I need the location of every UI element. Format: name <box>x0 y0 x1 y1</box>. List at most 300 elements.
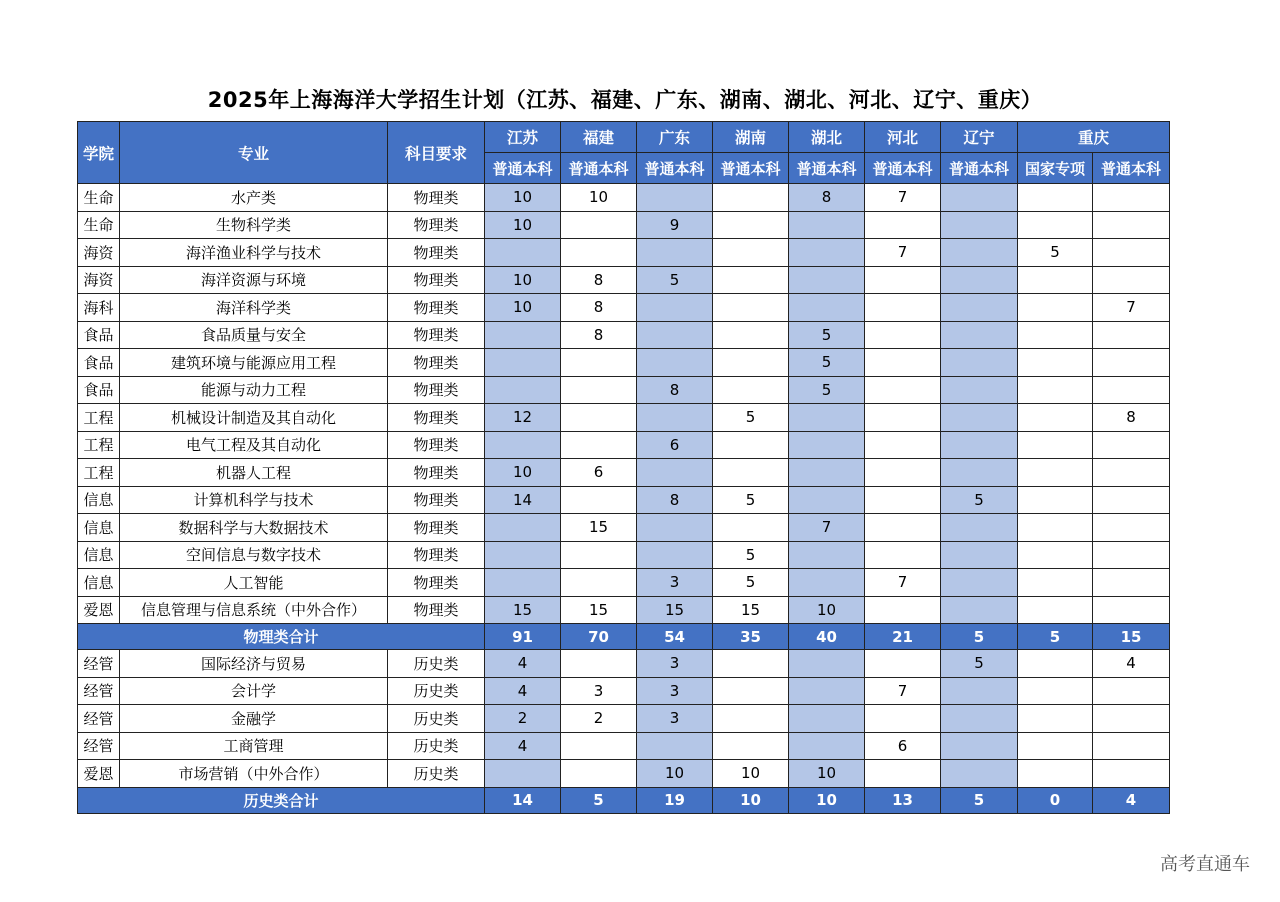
major-cell: 海洋渔业科学与技术 <box>120 239 388 267</box>
quota-cell <box>1093 596 1170 624</box>
quota-cell <box>1093 760 1170 788</box>
enrollment-plan-table <box>77 121 1170 814</box>
quota-cell: 8 <box>561 266 637 294</box>
subject-req-cell: 物理类 <box>388 184 485 212</box>
quota-cell <box>941 760 1018 788</box>
college-cell: 海资 <box>78 266 120 294</box>
quota-cell <box>485 349 561 377</box>
header-type: 普通本科 <box>637 153 713 184</box>
quota-cell <box>865 459 941 487</box>
quota-cell <box>561 569 637 597</box>
quota-cell: 4 <box>485 650 561 678</box>
quota-cell <box>561 732 637 760</box>
table-row <box>78 760 1170 788</box>
college-cell: 食品 <box>78 321 120 349</box>
subject-req-cell: 物理类 <box>388 459 485 487</box>
quota-cell <box>1093 459 1170 487</box>
subject-req-cell: 物理类 <box>388 239 485 267</box>
quota-cell: 7 <box>865 184 941 212</box>
quota-cell: 6 <box>561 459 637 487</box>
table-row <box>78 705 1170 733</box>
major-cell: 海洋科学类 <box>120 294 388 322</box>
header-type: 普通本科 <box>561 153 637 184</box>
quota-cell <box>1018 650 1093 678</box>
quota-cell <box>637 184 713 212</box>
quota-cell: 8 <box>789 184 865 212</box>
major-cell: 海洋资源与环境 <box>120 266 388 294</box>
college-cell: 经管 <box>78 705 120 733</box>
quota-cell: 10 <box>637 760 713 788</box>
quota-cell <box>713 732 789 760</box>
quota-cell <box>1093 239 1170 267</box>
quota-cell <box>485 541 561 569</box>
total-row <box>78 624 1170 650</box>
quota-cell <box>713 514 789 542</box>
total-cell: 14 <box>485 787 561 813</box>
subject-req-cell: 物理类 <box>388 376 485 404</box>
quota-cell <box>941 569 1018 597</box>
quota-cell <box>941 376 1018 404</box>
quota-cell <box>941 349 1018 377</box>
quota-cell: 8 <box>1093 404 1170 432</box>
quota-cell: 3 <box>561 677 637 705</box>
quota-cell <box>941 321 1018 349</box>
quota-cell <box>865 349 941 377</box>
quota-cell <box>1018 677 1093 705</box>
quota-cell <box>941 541 1018 569</box>
quota-cell <box>561 239 637 267</box>
quota-cell <box>1018 184 1093 212</box>
quota-cell <box>1018 266 1093 294</box>
quota-cell: 3 <box>637 705 713 733</box>
table-row <box>78 211 1170 239</box>
total-cell: 70 <box>561 624 637 650</box>
quota-cell <box>561 211 637 239</box>
total-cell: 15 <box>1093 624 1170 650</box>
header-type: 普通本科 <box>485 153 561 184</box>
quota-cell: 8 <box>637 486 713 514</box>
quota-cell <box>485 321 561 349</box>
quota-cell <box>637 239 713 267</box>
quota-cell: 8 <box>637 376 713 404</box>
quota-cell <box>1093 732 1170 760</box>
college-cell: 信息 <box>78 514 120 542</box>
quota-cell <box>865 486 941 514</box>
quota-cell: 15 <box>485 596 561 624</box>
table-row <box>78 569 1170 597</box>
quota-cell: 4 <box>1093 650 1170 678</box>
quota-cell <box>941 266 1018 294</box>
table-body <box>78 184 1170 814</box>
major-cell: 机械设计制造及其自动化 <box>120 404 388 432</box>
quota-cell <box>941 239 1018 267</box>
quota-cell: 5 <box>941 486 1018 514</box>
header-province: 湖南 <box>713 122 789 153</box>
quota-cell <box>713 184 789 212</box>
header-type: 普通本科 <box>865 153 941 184</box>
total-row <box>78 787 1170 813</box>
quota-cell: 5 <box>713 569 789 597</box>
college-cell: 经管 <box>78 650 120 678</box>
quota-cell <box>865 266 941 294</box>
table-row <box>78 321 1170 349</box>
quota-cell <box>637 514 713 542</box>
table-row <box>78 404 1170 432</box>
quota-cell <box>1018 459 1093 487</box>
quota-cell: 3 <box>637 569 713 597</box>
quota-cell <box>1018 596 1093 624</box>
total-cell: 54 <box>637 624 713 650</box>
quota-cell: 10 <box>485 184 561 212</box>
table-row <box>78 596 1170 624</box>
header-province: 江苏 <box>485 122 561 153</box>
quota-cell <box>561 486 637 514</box>
total-cell: 5 <box>1018 624 1093 650</box>
quota-cell <box>485 514 561 542</box>
subject-req-cell: 物理类 <box>388 211 485 239</box>
major-cell: 会计学 <box>120 677 388 705</box>
college-cell: 经管 <box>78 677 120 705</box>
total-cell: 21 <box>865 624 941 650</box>
page-title: 2025年上海海洋大学招生计划（江苏、福建、广东、湖南、湖北、河北、辽宁、重庆） <box>207 88 1043 112</box>
quota-cell <box>561 760 637 788</box>
quota-cell: 6 <box>865 732 941 760</box>
quota-cell <box>1018 294 1093 322</box>
subject-req-cell: 历史类 <box>388 677 485 705</box>
quota-cell <box>865 431 941 459</box>
table-row <box>78 650 1170 678</box>
quota-cell: 3 <box>637 650 713 678</box>
quota-cell <box>1018 732 1093 760</box>
subject-req-cell: 历史类 <box>388 732 485 760</box>
quota-cell <box>1093 569 1170 597</box>
watermark: 高考直通车 <box>1160 854 1250 875</box>
quota-cell <box>637 294 713 322</box>
quota-cell <box>1093 431 1170 459</box>
quota-cell <box>865 294 941 322</box>
quota-cell <box>789 404 865 432</box>
college-cell: 食品 <box>78 376 120 404</box>
table-row <box>78 677 1170 705</box>
quota-cell <box>1018 705 1093 733</box>
quota-cell <box>941 514 1018 542</box>
quota-cell <box>865 760 941 788</box>
college-cell: 工程 <box>78 459 120 487</box>
subject-req-cell: 历史类 <box>388 760 485 788</box>
quota-cell <box>1018 760 1093 788</box>
total-cell: 4 <box>1093 787 1170 813</box>
total-cell: 10 <box>713 787 789 813</box>
header-province: 辽宁 <box>941 122 1018 153</box>
table-row <box>78 239 1170 267</box>
total-cell: 19 <box>637 787 713 813</box>
quota-cell <box>713 321 789 349</box>
quota-cell <box>1093 211 1170 239</box>
quota-cell: 7 <box>865 569 941 597</box>
total-cell: 13 <box>865 787 941 813</box>
subject-req-cell: 物理类 <box>388 431 485 459</box>
major-cell: 工商管理 <box>120 732 388 760</box>
quota-cell <box>1093 486 1170 514</box>
quota-cell <box>865 596 941 624</box>
subject-req-cell: 历史类 <box>388 650 485 678</box>
quota-cell <box>561 376 637 404</box>
quota-cell <box>1093 184 1170 212</box>
quota-cell <box>941 404 1018 432</box>
quota-cell: 10 <box>485 211 561 239</box>
major-cell: 市场营销（中外合作） <box>120 760 388 788</box>
college-cell: 生命 <box>78 184 120 212</box>
quota-cell: 5 <box>941 650 1018 678</box>
header-type: 普通本科 <box>1093 153 1170 184</box>
header-province: 重庆 <box>1018 122 1170 153</box>
subject-req-cell: 历史类 <box>388 705 485 733</box>
quota-cell: 5 <box>789 321 865 349</box>
quota-cell <box>789 294 865 322</box>
total-cell: 5 <box>561 787 637 813</box>
total-cell: 40 <box>789 624 865 650</box>
quota-cell: 2 <box>485 705 561 733</box>
table-row <box>78 184 1170 212</box>
quota-cell <box>1093 677 1170 705</box>
quota-cell: 3 <box>637 677 713 705</box>
major-cell: 水产类 <box>120 184 388 212</box>
college-cell: 工程 <box>78 431 120 459</box>
quota-cell: 10 <box>485 459 561 487</box>
quota-cell: 10 <box>713 760 789 788</box>
quota-cell: 10 <box>789 596 865 624</box>
quota-cell <box>865 541 941 569</box>
total-cell: 10 <box>789 787 865 813</box>
quota-cell <box>789 459 865 487</box>
quota-cell <box>789 650 865 678</box>
header-college: 学院 <box>78 122 120 184</box>
quota-cell: 8 <box>561 321 637 349</box>
quota-cell: 5 <box>789 376 865 404</box>
quota-cell <box>1093 376 1170 404</box>
quota-cell <box>865 404 941 432</box>
quota-cell <box>1018 569 1093 597</box>
total-label: 历史类合计 <box>78 787 485 813</box>
header-major: 专业 <box>120 122 388 184</box>
college-cell: 信息 <box>78 486 120 514</box>
major-cell: 能源与动力工程 <box>120 376 388 404</box>
major-cell: 食品质量与安全 <box>120 321 388 349</box>
major-cell: 电气工程及其自动化 <box>120 431 388 459</box>
quota-cell: 10 <box>561 184 637 212</box>
table-row <box>78 459 1170 487</box>
quota-cell <box>713 239 789 267</box>
major-cell: 信息管理与信息系统（中外合作） <box>120 596 388 624</box>
total-cell: 5 <box>941 787 1018 813</box>
major-cell: 金融学 <box>120 705 388 733</box>
quota-cell <box>1093 514 1170 542</box>
quota-cell <box>713 211 789 239</box>
quota-cell <box>789 732 865 760</box>
quota-cell <box>789 486 865 514</box>
quota-cell <box>1018 486 1093 514</box>
table-row <box>78 541 1170 569</box>
quota-cell: 6 <box>637 431 713 459</box>
major-cell: 空间信息与数字技术 <box>120 541 388 569</box>
quota-cell <box>789 569 865 597</box>
major-cell: 人工智能 <box>120 569 388 597</box>
quota-cell: 5 <box>713 486 789 514</box>
subject-req-cell: 物理类 <box>388 514 485 542</box>
header-type: 普通本科 <box>941 153 1018 184</box>
total-cell: 5 <box>941 624 1018 650</box>
major-cell: 计算机科学与技术 <box>120 486 388 514</box>
quota-cell <box>1018 541 1093 569</box>
quota-cell <box>1018 514 1093 542</box>
college-cell: 食品 <box>78 349 120 377</box>
quota-cell <box>561 650 637 678</box>
college-cell: 爱恩 <box>78 760 120 788</box>
subject-req-cell: 物理类 <box>388 569 485 597</box>
total-cell: 35 <box>713 624 789 650</box>
quota-cell <box>713 459 789 487</box>
table-row <box>78 732 1170 760</box>
quota-cell <box>941 294 1018 322</box>
quota-cell <box>1018 376 1093 404</box>
quota-cell: 15 <box>561 514 637 542</box>
college-cell: 信息 <box>78 541 120 569</box>
quota-cell <box>713 294 789 322</box>
total-cell: 0 <box>1018 787 1093 813</box>
quota-cell: 8 <box>561 294 637 322</box>
quota-cell <box>789 211 865 239</box>
quota-cell <box>1093 541 1170 569</box>
quota-cell: 5 <box>713 404 789 432</box>
major-cell: 建筑环境与能源应用工程 <box>120 349 388 377</box>
header-province: 河北 <box>865 122 941 153</box>
quota-cell <box>941 459 1018 487</box>
subject-req-cell: 物理类 <box>388 541 485 569</box>
quota-cell: 5 <box>789 349 865 377</box>
quota-cell: 7 <box>865 677 941 705</box>
quota-cell <box>941 184 1018 212</box>
quota-cell <box>789 705 865 733</box>
table-row <box>78 294 1170 322</box>
quota-cell: 5 <box>1018 239 1093 267</box>
quota-cell <box>485 239 561 267</box>
quota-cell <box>865 376 941 404</box>
major-cell: 生物科学类 <box>120 211 388 239</box>
quota-cell <box>789 239 865 267</box>
college-cell: 信息 <box>78 569 120 597</box>
quota-cell <box>485 760 561 788</box>
quota-cell <box>713 431 789 459</box>
quota-cell <box>865 211 941 239</box>
quota-cell <box>865 321 941 349</box>
major-cell: 数据科学与大数据技术 <box>120 514 388 542</box>
header-type: 普通本科 <box>789 153 865 184</box>
quota-cell <box>561 349 637 377</box>
header-subject-req: 科目要求 <box>388 122 485 184</box>
quota-cell <box>941 677 1018 705</box>
major-cell: 机器人工程 <box>120 459 388 487</box>
college-cell: 生命 <box>78 211 120 239</box>
quota-cell <box>561 541 637 569</box>
table-row <box>78 376 1170 404</box>
quota-cell <box>789 431 865 459</box>
quota-cell <box>485 431 561 459</box>
college-cell: 工程 <box>78 404 120 432</box>
quota-cell: 5 <box>637 266 713 294</box>
quota-cell <box>941 596 1018 624</box>
table-row <box>78 431 1170 459</box>
header-province: 湖北 <box>789 122 865 153</box>
quota-cell: 9 <box>637 211 713 239</box>
quota-cell <box>789 541 865 569</box>
major-cell: 国际经济与贸易 <box>120 650 388 678</box>
quota-cell: 7 <box>789 514 865 542</box>
subject-req-cell: 物理类 <box>388 294 485 322</box>
quota-cell: 15 <box>637 596 713 624</box>
quota-cell <box>637 321 713 349</box>
quota-cell: 14 <box>485 486 561 514</box>
quota-cell: 10 <box>485 294 561 322</box>
quota-cell <box>941 211 1018 239</box>
quota-cell <box>865 514 941 542</box>
table-row <box>78 349 1170 377</box>
subject-req-cell: 物理类 <box>388 596 485 624</box>
quota-cell <box>561 404 637 432</box>
subject-req-cell: 物理类 <box>388 486 485 514</box>
quota-cell <box>713 266 789 294</box>
table-row <box>78 266 1170 294</box>
quota-cell: 15 <box>561 596 637 624</box>
quota-cell: 4 <box>485 732 561 760</box>
college-cell: 爱恩 <box>78 596 120 624</box>
quota-cell <box>1018 321 1093 349</box>
header-province: 广东 <box>637 122 713 153</box>
subject-req-cell: 物理类 <box>388 404 485 432</box>
quota-cell <box>561 431 637 459</box>
college-cell: 海资 <box>78 239 120 267</box>
quota-cell: 15 <box>713 596 789 624</box>
header-type: 国家专项 <box>1018 153 1093 184</box>
quota-cell <box>865 650 941 678</box>
quota-cell: 7 <box>1093 294 1170 322</box>
total-cell: 91 <box>485 624 561 650</box>
quota-cell <box>1018 431 1093 459</box>
quota-cell: 2 <box>561 705 637 733</box>
quota-cell <box>637 732 713 760</box>
quota-cell: 10 <box>789 760 865 788</box>
quota-cell <box>941 732 1018 760</box>
quota-cell <box>713 349 789 377</box>
college-cell: 海科 <box>78 294 120 322</box>
quota-cell <box>637 541 713 569</box>
quota-cell <box>789 266 865 294</box>
quota-cell <box>1093 266 1170 294</box>
quota-cell <box>941 431 1018 459</box>
header-province: 福建 <box>561 122 637 153</box>
header-type: 普通本科 <box>713 153 789 184</box>
quota-cell <box>1018 349 1093 377</box>
table-row <box>78 514 1170 542</box>
quota-cell <box>485 569 561 597</box>
quota-cell <box>485 376 561 404</box>
table-row <box>78 486 1170 514</box>
quota-cell <box>865 705 941 733</box>
quota-cell <box>713 705 789 733</box>
header-row-provinces <box>78 122 1170 153</box>
quota-cell <box>941 705 1018 733</box>
quota-cell <box>713 650 789 678</box>
quota-cell: 7 <box>865 239 941 267</box>
